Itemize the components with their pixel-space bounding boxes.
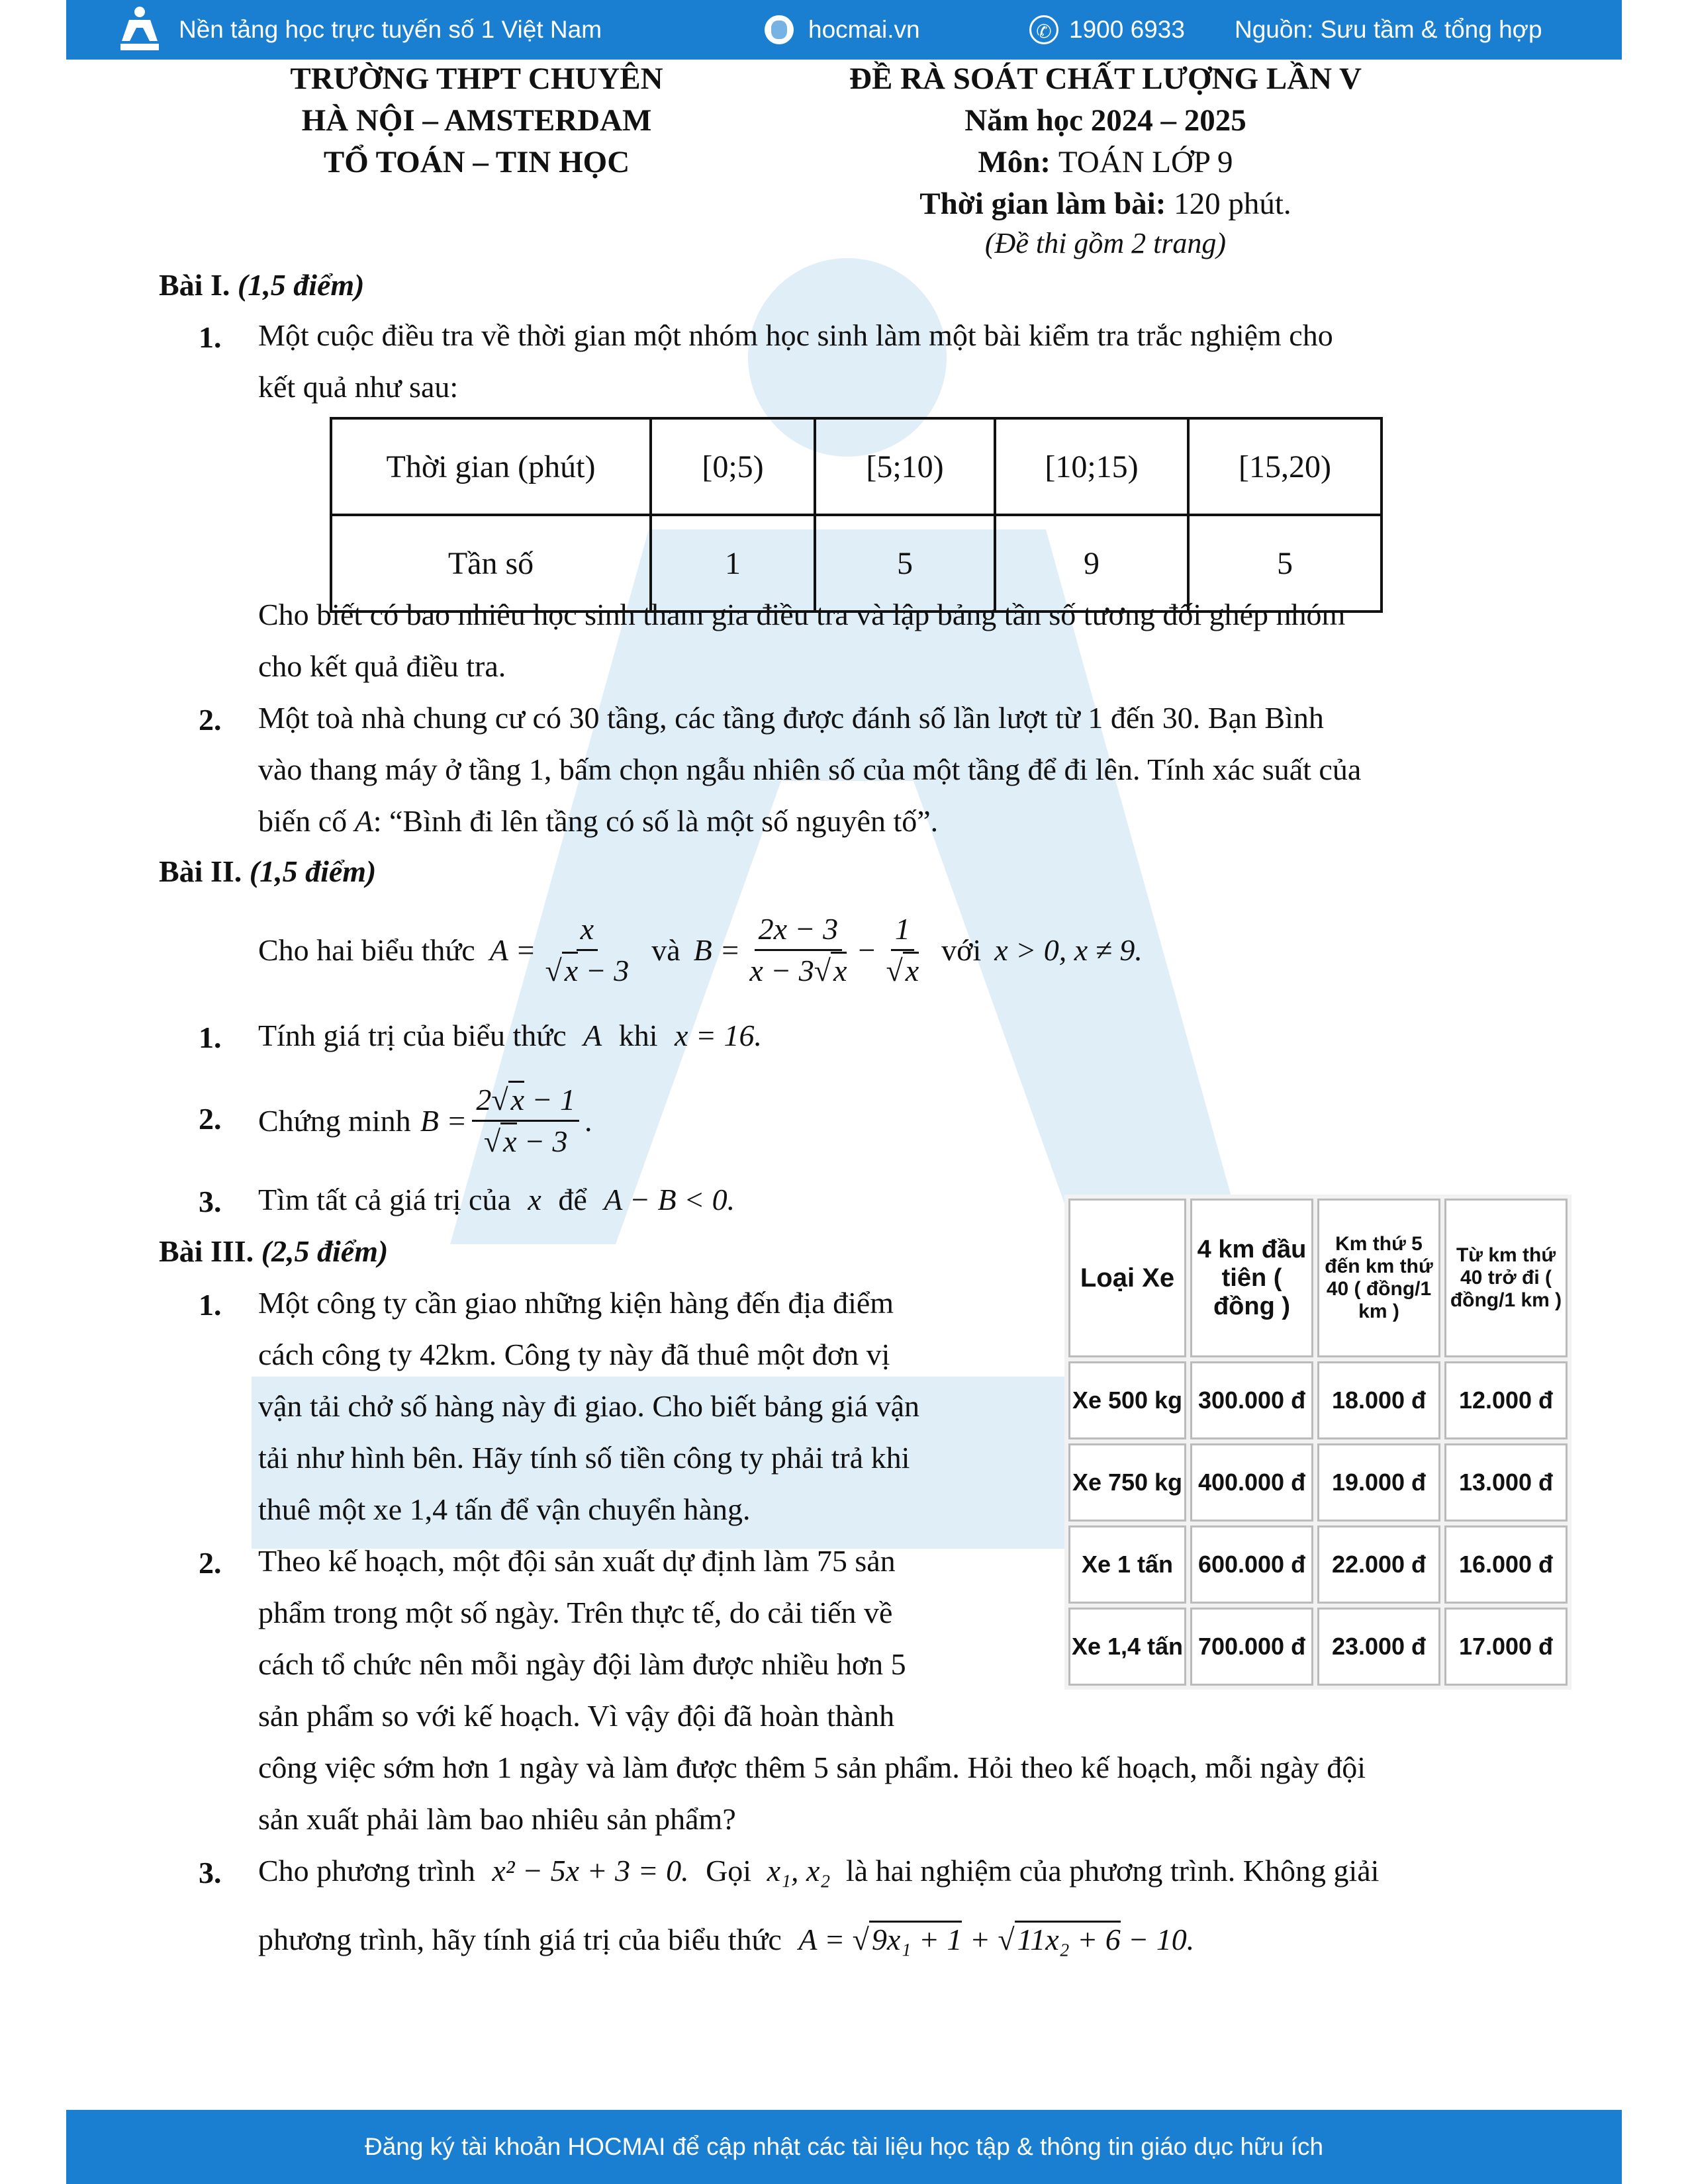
footer-banner[interactable] xyxy=(66,2110,1622,2184)
table-row xyxy=(1068,1443,1568,1522)
fraction-B2: $\frac{1}{√x}$ xyxy=(882,909,923,991)
bai2-q1-text: Tính giá trị của biểu thức A khi x = 16. xyxy=(258,1019,762,1052)
bai3-q1-line: cách công ty 42km. Công ty này đã thuê một đơn vị xyxy=(258,1338,890,1371)
bai1-q2-line3: biến cố A: “Bình đi lên tầng có số là một số nguyên tố”. xyxy=(258,804,939,838)
price-cell: 700.000 đ xyxy=(1190,1608,1313,1686)
exam-duration: Thời gian làm bài: 120 phút. xyxy=(919,187,1291,221)
bai1-q1-line2: kết quả như sau: xyxy=(258,370,459,404)
freq-cell: 1 xyxy=(651,515,815,612)
table-row xyxy=(1068,1608,1568,1686)
bai1-q2-line2: vào thang máy ở tầng 1, bấm chọn ngẫu nhiên số của một tầng để đi lên. Tính xác suất của xyxy=(258,752,1362,786)
interval-cell: [10;15) xyxy=(995,418,1188,515)
price-header: Loại Xe xyxy=(1068,1199,1186,1357)
bai2-q1-number: 1. xyxy=(199,1021,222,1054)
price-header: Từ km thứ 40 trở đi ( đồng/1 km ) xyxy=(1444,1199,1568,1357)
phone-link[interactable]: ✆ 1900 6933 xyxy=(1029,0,1185,60)
bai1-q2-line1: Một toà nhà chung cư có 30 tầng, các tầng được đánh số lần lượt từ 1 đến 30. Bạn Bình xyxy=(258,701,1324,735)
bai2-q2-number: 2. xyxy=(199,1102,222,1136)
table-row xyxy=(331,418,1382,515)
bai3-q3-number: 3. xyxy=(199,1856,222,1889)
bai2-q3-number: 3. xyxy=(199,1185,222,1218)
bai3-q2-line6: sản xuất phải làm bao nhiêu sản phẩm? xyxy=(258,1802,736,1836)
tagline: Nền tảng học trực tuyến số 1 Việt Nam xyxy=(179,16,602,43)
bai3-q1-line: thuê một xe 1,4 tấn để vận chuyển hàng. xyxy=(258,1492,751,1526)
price-cell: 22.000 đ xyxy=(1317,1525,1440,1604)
bai1-q1-line3: Cho biết có bao nhiêu học sinh tham gia điều tra và lập bảng tần số tương đối ghép nhóm xyxy=(258,598,1346,631)
price-cell: 19.000 đ xyxy=(1317,1443,1440,1522)
top-banner xyxy=(66,0,1622,60)
bai2-expressions: Cho hai biểu thức A = $\frac{x}{√x - 3}$ và B = $\frac{2x - 3}{x - 3√x}$ − $\frac{1}{√x}$ với x > 0, x ≠ 9. xyxy=(258,900,1143,999)
bai3-q2-line: Theo kế hoạch, một đội sản xuất dự định làm 75 sản xyxy=(258,1544,896,1578)
price-table xyxy=(1064,1195,1571,1690)
price-cell: Xe 1 tấn xyxy=(1068,1525,1186,1604)
bai1-q1-number: 1. xyxy=(199,320,222,354)
fraction-B-proof: $\frac{2√x - 1}{√x - 3}$ xyxy=(472,1080,579,1161)
table-header-freq: Tần số xyxy=(331,515,651,612)
price-header: 4 km đầu tiên ( đồng ) xyxy=(1190,1199,1313,1357)
subject: Môn: TOÁN LỚP 9 xyxy=(978,145,1233,179)
bai2-q2-text: Chứng minh B = $\frac{2√x - 1}{√x - 3}$ . xyxy=(258,1071,592,1170)
bai3-q2-line: cách tổ chức nên mỗi ngày đội làm được nhiều hơn 5 xyxy=(258,1647,906,1681)
interval-cell: [5;10) xyxy=(815,418,995,515)
school-line3: TỔ TOÁN – TIN HỌC xyxy=(323,145,630,179)
exam-title: ĐỀ RÀ SOÁT CHẤT LƯỢNG LẦN V xyxy=(849,62,1362,96)
freq-cell: 9 xyxy=(995,515,1188,612)
bai3-q3-line2: phương trình, hãy tính giá trị của biểu thức A = √9x₁ + 1 + √11x₂ + 6 − 10. xyxy=(258,1914,1194,1966)
bai3-q3-line1: Cho phương trình x² − 5x + 3 = 0. Gọi x₁, x₂ là hai nghiệm của phương trình. Không giải xyxy=(258,1854,1380,1888)
website-link[interactable]: hocmai.vn xyxy=(765,0,920,60)
bai3-q2-line: sản phẩm so với kế hoạch. Vì vậy đội đã hoàn thành xyxy=(258,1699,895,1733)
bai1-q1-line4: cho kết quả điều tra. xyxy=(258,649,506,683)
source-note: Nguồn: Sưu tầm & tổng hợp xyxy=(1235,16,1542,43)
bai3-q1-line: vận tải chở số hàng này đi giao. Cho biết bảng giá vận xyxy=(258,1389,920,1423)
price-cell: Xe 500 kg xyxy=(1068,1361,1186,1439)
table-row xyxy=(1068,1199,1568,1357)
phone-icon: ✆ xyxy=(1029,15,1058,44)
bai1-q2-number: 2. xyxy=(199,703,222,737)
table-header-time: Thời gian (phút) xyxy=(331,418,651,515)
fraction-B1: $\frac{2x - 3}{x - 3√x}$ xyxy=(745,909,851,991)
school-year: Năm học 2024 – 2025 xyxy=(964,103,1246,138)
school-line1: TRƯỜNG THPT CHUYÊN xyxy=(290,62,663,96)
logo-icon xyxy=(119,5,160,52)
bai3-heading: Bài III. (2,5 điểm) xyxy=(159,1234,389,1268)
frequency-table xyxy=(330,417,1383,613)
bai2-heading: Bài II. (1,5 điểm) xyxy=(159,854,377,888)
bai3-q1-line: Một công ty cần giao những kiện hàng đến địa điểm xyxy=(258,1286,894,1320)
bai1-q1-line1: Một cuộc điều tra về thời gian một nhóm học sinh làm một bài kiểm tra trắc nghiệm cho xyxy=(258,318,1333,352)
bai3-q2-line: phẩm trong một số ngày. Trên thực tế, do cải tiến về xyxy=(258,1596,893,1629)
table-row xyxy=(1068,1361,1568,1439)
interval-cell: [0;5) xyxy=(651,418,815,515)
price-cell: 17.000 đ xyxy=(1444,1608,1568,1686)
bai2-q3-text: Tìm tất cả giá trị của x để A − B < 0. xyxy=(258,1183,735,1216)
interval-cell: [15,20) xyxy=(1188,418,1382,515)
hocmai-logo[interactable] xyxy=(179,0,602,60)
footer-text: Đăng ký tài khoản HOCMAI để cập nhật các tài liệu học tập & thông tin giáo dục hữu ích xyxy=(364,2133,1324,2160)
freq-cell: 5 xyxy=(1188,515,1382,612)
school-line2: HÀ NỘI – AMSTERDAM xyxy=(301,103,652,138)
bai3-q2-line5: công việc sớm hơn 1 ngày và làm được thêm 5 sản phẩm. Hỏi theo kế hoạch, mỗi ngày đội xyxy=(258,1751,1366,1784)
price-cell: 18.000 đ xyxy=(1317,1361,1440,1439)
price-cell: 12.000 đ xyxy=(1444,1361,1568,1439)
price-cell: 400.000 đ xyxy=(1190,1443,1313,1522)
globe-icon xyxy=(765,15,794,44)
bai3-q1-line: tải như hình bên. Hãy tính số tiền công ty phải trả khi xyxy=(258,1441,910,1475)
price-cell: 300.000 đ xyxy=(1190,1361,1313,1439)
fraction-A: $\frac{x}{√x - 3}$ xyxy=(541,909,633,991)
price-cell: 13.000 đ xyxy=(1444,1443,1568,1522)
price-cell: 16.000 đ xyxy=(1444,1525,1568,1604)
pages-note: (Đề thi gồm 2 trang) xyxy=(984,227,1227,259)
bai3-q1-number: 1. xyxy=(199,1288,222,1322)
price-cell: 23.000 đ xyxy=(1317,1608,1440,1686)
price-header: Km thứ 5 đến km thứ 40 ( đồng/1 km ) xyxy=(1317,1199,1440,1357)
bai3-q2-number: 2. xyxy=(199,1546,222,1580)
table-row xyxy=(1068,1525,1568,1604)
freq-cell: 5 xyxy=(815,515,995,612)
price-cell: Xe 750 kg xyxy=(1068,1443,1186,1522)
price-cell: 600.000 đ xyxy=(1190,1525,1313,1604)
bai1-heading: Bài I. (1,5 điểm) xyxy=(159,268,365,302)
price-cell: Xe 1,4 tấn xyxy=(1068,1608,1186,1686)
